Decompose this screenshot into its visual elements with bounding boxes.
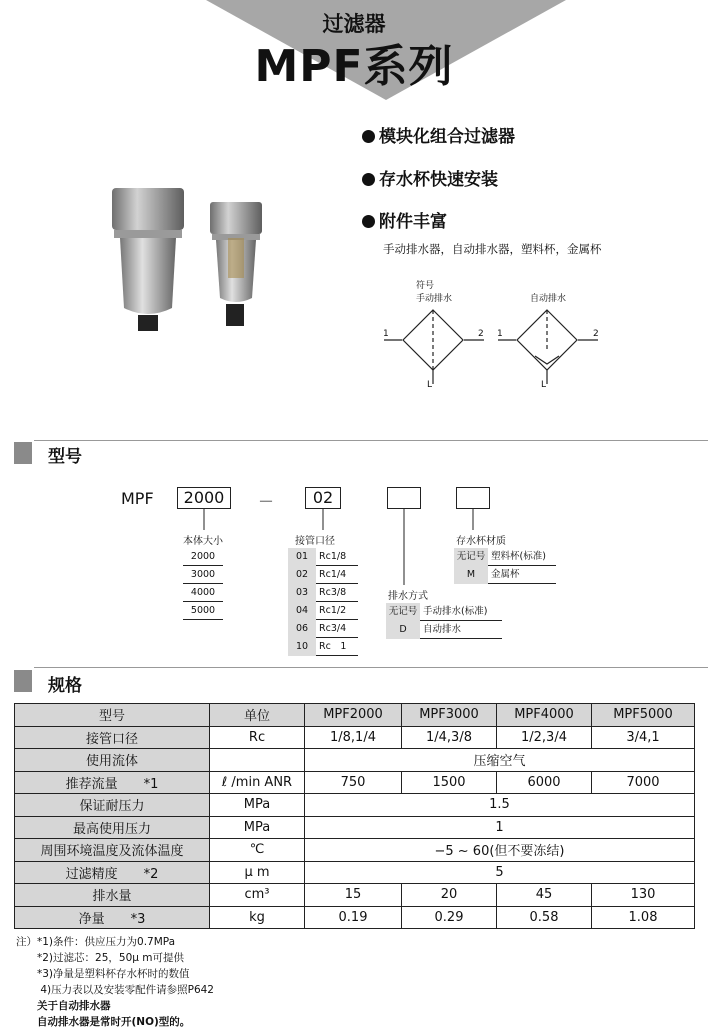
feature-item: 附件丰富: [362, 207, 447, 232]
drain-option: D 自动排水: [386, 621, 502, 639]
auto-drain-label: 自动排水: [530, 294, 567, 304]
model-section-title: 型号: [48, 447, 82, 467]
footnote: 关于自动排水器: [16, 1000, 111, 1012]
model-port-box: 02: [305, 487, 341, 509]
footnote: 注）*1)条件：供应压力为0.7MPa: [16, 936, 176, 948]
symbol-caption: 符号: [416, 281, 435, 291]
port-option: 10 Rc 1: [288, 638, 358, 656]
port-option: 02 Rc1/4: [288, 566, 358, 584]
table-row: 过滤精度 *2 μ m 5: [15, 861, 695, 884]
size-option: 3000: [183, 566, 223, 584]
footnote: *3)净量是塑料杯存水杯时的数值: [16, 968, 190, 980]
bowl-option: M 金属杯: [454, 566, 556, 584]
model-size-box: 2000: [177, 487, 231, 509]
model-prefix: MPF: [121, 489, 154, 508]
table-row: 使用流体 压缩空气: [15, 749, 695, 772]
size-option: 4000: [183, 584, 223, 602]
manual-drain-label: 手动排水: [416, 294, 453, 304]
header-cell: 型号: [15, 704, 210, 727]
spec-table: [14, 703, 695, 929]
accessory-list: 手动排水器，自动排水器，塑料杯，金属杯: [383, 242, 602, 256]
drain-option: 无记号 手动排水(标准): [386, 603, 502, 621]
feature-item: 存水杯快速安装: [362, 165, 498, 190]
footnote: 自动排水器是常时开(NO)型的。: [16, 1016, 191, 1028]
footnotes: [16, 934, 214, 1030]
port-option-label: 接管口径: [295, 536, 335, 547]
footnote: 4)压力表以及安装零配件请参照P642: [16, 984, 214, 996]
header-cell: MPF3000: [402, 704, 497, 727]
table-row: 接管口径 Rc 1/8,1/4 1/4,3/8 1/2,3/4 3/4,1: [15, 726, 695, 749]
model-dash: －: [258, 492, 275, 511]
spec-section-title: 规格: [48, 676, 82, 696]
header-cell: MPF2000: [305, 704, 402, 727]
drain-option-label: 排水方式: [388, 591, 428, 602]
table-row: 周围环境温度及流体温度 ℃ −5 ~ 60(但不要冻结): [15, 839, 695, 862]
port-drain-label: L: [541, 380, 547, 390]
port-option: 04 Rc1/2: [288, 602, 358, 620]
port-option: 03 Rc3/8: [288, 584, 358, 602]
bowl-option-label: 存水杯材质: [456, 536, 506, 547]
header-cell: MPF5000: [592, 704, 695, 727]
section-divider: [34, 667, 708, 668]
bowl-option: 无记号 塑料杯(标准): [454, 548, 556, 566]
page-title: MPF系列: [254, 41, 454, 92]
table-row: 推荐流量 *1 ℓ /min ANR 750 1500 6000 7000: [15, 771, 695, 794]
header-cell: MPF4000: [497, 704, 592, 727]
section-marker: [14, 670, 32, 692]
table-header-row: [15, 704, 695, 727]
size-option-label: 本体大小: [183, 536, 223, 547]
feature-item: 模块化组合过滤器: [362, 122, 515, 147]
table-row: 保证耐压力 MPa 1.5: [15, 794, 695, 817]
header-cell: 单位: [210, 704, 305, 727]
port-drain-label: L: [427, 380, 433, 390]
port-option: 06 Rc3/4: [288, 620, 358, 638]
size-option: 2000: [183, 548, 223, 566]
table-row: 排水量 cm³ 15 20 45 130: [15, 884, 695, 907]
footnote: *2)过滤芯：25，50μ m可提供: [16, 952, 184, 964]
table-row: 最高使用压力 MPa 1: [15, 816, 695, 839]
page-subtitle: 过滤器: [322, 12, 386, 36]
size-option: 5000: [183, 602, 223, 620]
port-in-label: 1: [383, 329, 389, 339]
port-out-label: 2: [478, 329, 484, 339]
table-row: 净量 *3 kg 0.19 0.29 0.58 1.08: [15, 906, 695, 929]
port-out-label: 2: [593, 329, 599, 339]
port-in-label: 1: [497, 329, 503, 339]
port-option: 01 Rc1/8: [288, 548, 358, 566]
